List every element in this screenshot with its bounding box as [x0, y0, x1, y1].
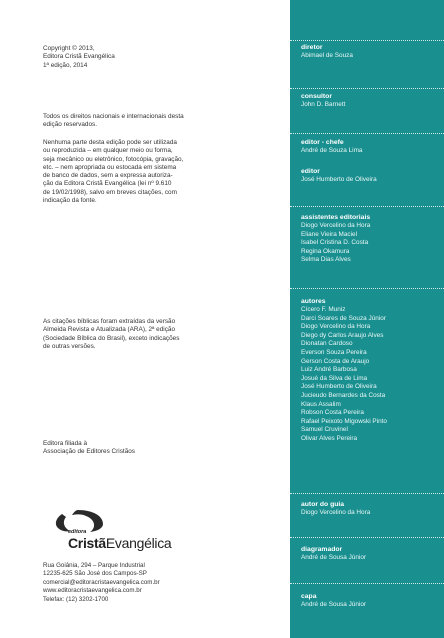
- copyright-line: Copyright © 2013,: [43, 45, 95, 52]
- logo-word-evangelica: Evangélica: [105, 535, 172, 551]
- divider: [290, 88, 444, 89]
- address-line: Rua Goiânia, 294 – Parque Industrial: [43, 562, 145, 569]
- credit-name: Isabel Cristina D. Costa: [301, 239, 369, 247]
- publisher-logo: [48, 506, 248, 566]
- credit-name: Eliane Vieira Maciel: [301, 230, 358, 238]
- affiliation-name: Associação de Editores Cristãos: [43, 448, 135, 456]
- credit-name: Regina Okamura: [301, 247, 350, 255]
- credit-label: diretor: [301, 44, 323, 51]
- notice-line: indicação da fonte.: [43, 197, 97, 205]
- rights-line: Todos os direitos nacionais e internacionais desta: [43, 113, 184, 120]
- credit-name: Robson Costa Pereira: [301, 409, 364, 417]
- divider: [290, 133, 444, 134]
- website-line: www.editoracristaevangelica.com.br: [43, 587, 142, 595]
- credit-editor-chefe: [301, 138, 441, 156]
- contact-info: [43, 562, 283, 604]
- credit-name: Luiz André Barbosa: [301, 366, 357, 374]
- divider: [290, 288, 444, 289]
- credit-label: autor do guia: [301, 501, 345, 508]
- reproduction-notice: [43, 139, 275, 205]
- logo-wordmark: [68, 535, 171, 551]
- credit-label: editor - chefe: [301, 139, 344, 146]
- affiliation-block: [43, 440, 275, 457]
- credit-consultor: [301, 92, 441, 110]
- notice-line: Nenhuma parte desta edição pode ser utilizada: [43, 139, 177, 146]
- credit-name: Cícero F. Muniz: [301, 306, 346, 313]
- credit-diagramador: [301, 545, 441, 563]
- rights-line: edição reservados.: [43, 121, 97, 129]
- credit-name: Darci Soares de Souza Júnior: [301, 314, 386, 322]
- citation-line: As citações bíblicas foram extraídas da versão: [43, 318, 176, 325]
- credit-name: Diogo Vercelino da Hora: [301, 222, 371, 229]
- credit-name: Jucieudo Bernardes da Costa: [301, 391, 386, 399]
- edition-line: 1ª edição, 2014: [43, 61, 88, 69]
- credit-editor: [301, 167, 441, 185]
- credit-name: Dionatan Cardoso: [301, 340, 353, 348]
- credit-assistentes: [301, 213, 441, 265]
- notice-line: de 19/02/1998), salvo em breves citações, com: [43, 188, 177, 196]
- bible-citation-note: [43, 318, 275, 351]
- credit-name: Diogo Vercelino da Hora: [301, 509, 371, 516]
- copyright-block: [43, 45, 275, 70]
- zip-city-line: 12235-625 São José dos Campos-SP: [43, 570, 147, 578]
- credit-name: Everson Souza Pereira: [301, 348, 367, 356]
- divider: [290, 493, 444, 494]
- credit-name: Diego dy Carlos Araujo Alves: [301, 331, 384, 339]
- credit-autor-guia: [301, 500, 441, 518]
- citation-line: de outras versões.: [43, 342, 96, 350]
- email-line: comercial@editoracristaevangelica.com.br: [43, 578, 160, 586]
- notice-line: etc. – nem apropriada ou estocada em sistema: [43, 163, 177, 171]
- credit-name: José Humberto de Oliveira: [301, 176, 377, 183]
- credit-label: consultor: [301, 93, 332, 100]
- affiliation-label: Editora filiada à: [43, 440, 88, 447]
- credit-name: José Humberto de Oliveira: [301, 383, 377, 391]
- credit-name: Samuel Cruvinel: [301, 426, 348, 434]
- divider: [290, 206, 444, 207]
- credit-name: André de Sousa Júnior: [301, 601, 367, 608]
- notice-line: de banco de dados, sem a expressa autoriza-: [43, 172, 173, 180]
- phone-line: Telefax: (12) 3202-1700: [43, 595, 109, 603]
- credit-name: André de Souza Lima: [301, 147, 363, 154]
- credit-name: Abimael de Souza: [301, 52, 353, 59]
- credit-label: capa: [301, 593, 317, 600]
- credit-name: Josué da Silva de Lima: [301, 374, 368, 382]
- credit-name: Diogo Vercelino da Hora: [301, 323, 371, 331]
- credit-name: Klaus Assalim: [301, 400, 341, 408]
- credit-name: John D. Barnett: [301, 101, 346, 108]
- logo-word-crista: Cristã: [68, 535, 106, 551]
- credit-label: assistentes editoriais: [301, 214, 371, 221]
- notice-line: ou reproduzida – em qualquer meio ou forma,: [43, 147, 173, 155]
- divider: [290, 537, 444, 538]
- notice-line: ção da Editora Cristã Evangélica (lei nº 9.610: [43, 180, 172, 188]
- credit-name: Selma Dias Alves: [301, 256, 351, 264]
- credit-capa: [301, 592, 441, 610]
- credit-label: editor: [301, 168, 320, 175]
- publisher-line: Editora Cristã Evangélica: [43, 53, 115, 61]
- credit-label: autores: [301, 298, 326, 305]
- divider: [290, 583, 444, 584]
- rights-reserved: [43, 113, 275, 130]
- logo-small-text: editora: [68, 529, 87, 535]
- citation-line: (Sociedade Bíblica do Brasil), exceto indicações: [43, 334, 180, 342]
- credit-diretor: [301, 43, 441, 61]
- credit-name: André de Sousa Júnior: [301, 554, 367, 561]
- divider: [290, 40, 444, 41]
- credit-autores: [301, 297, 441, 444]
- credit-name: Gerson Costa de Araujo: [301, 357, 370, 365]
- credit-name: Olivar Alves Pereira: [301, 434, 358, 442]
- credit-label: diagramador: [301, 546, 343, 553]
- credit-name: Rafael Peixoto Migowski Pinto: [301, 417, 387, 425]
- notice-line: seja mecânico ou eletrônico, fotocópia, gravação,: [43, 155, 184, 163]
- citation-line: Almeida Revista e Atualizada (ARA), 2ª edição: [43, 326, 176, 334]
